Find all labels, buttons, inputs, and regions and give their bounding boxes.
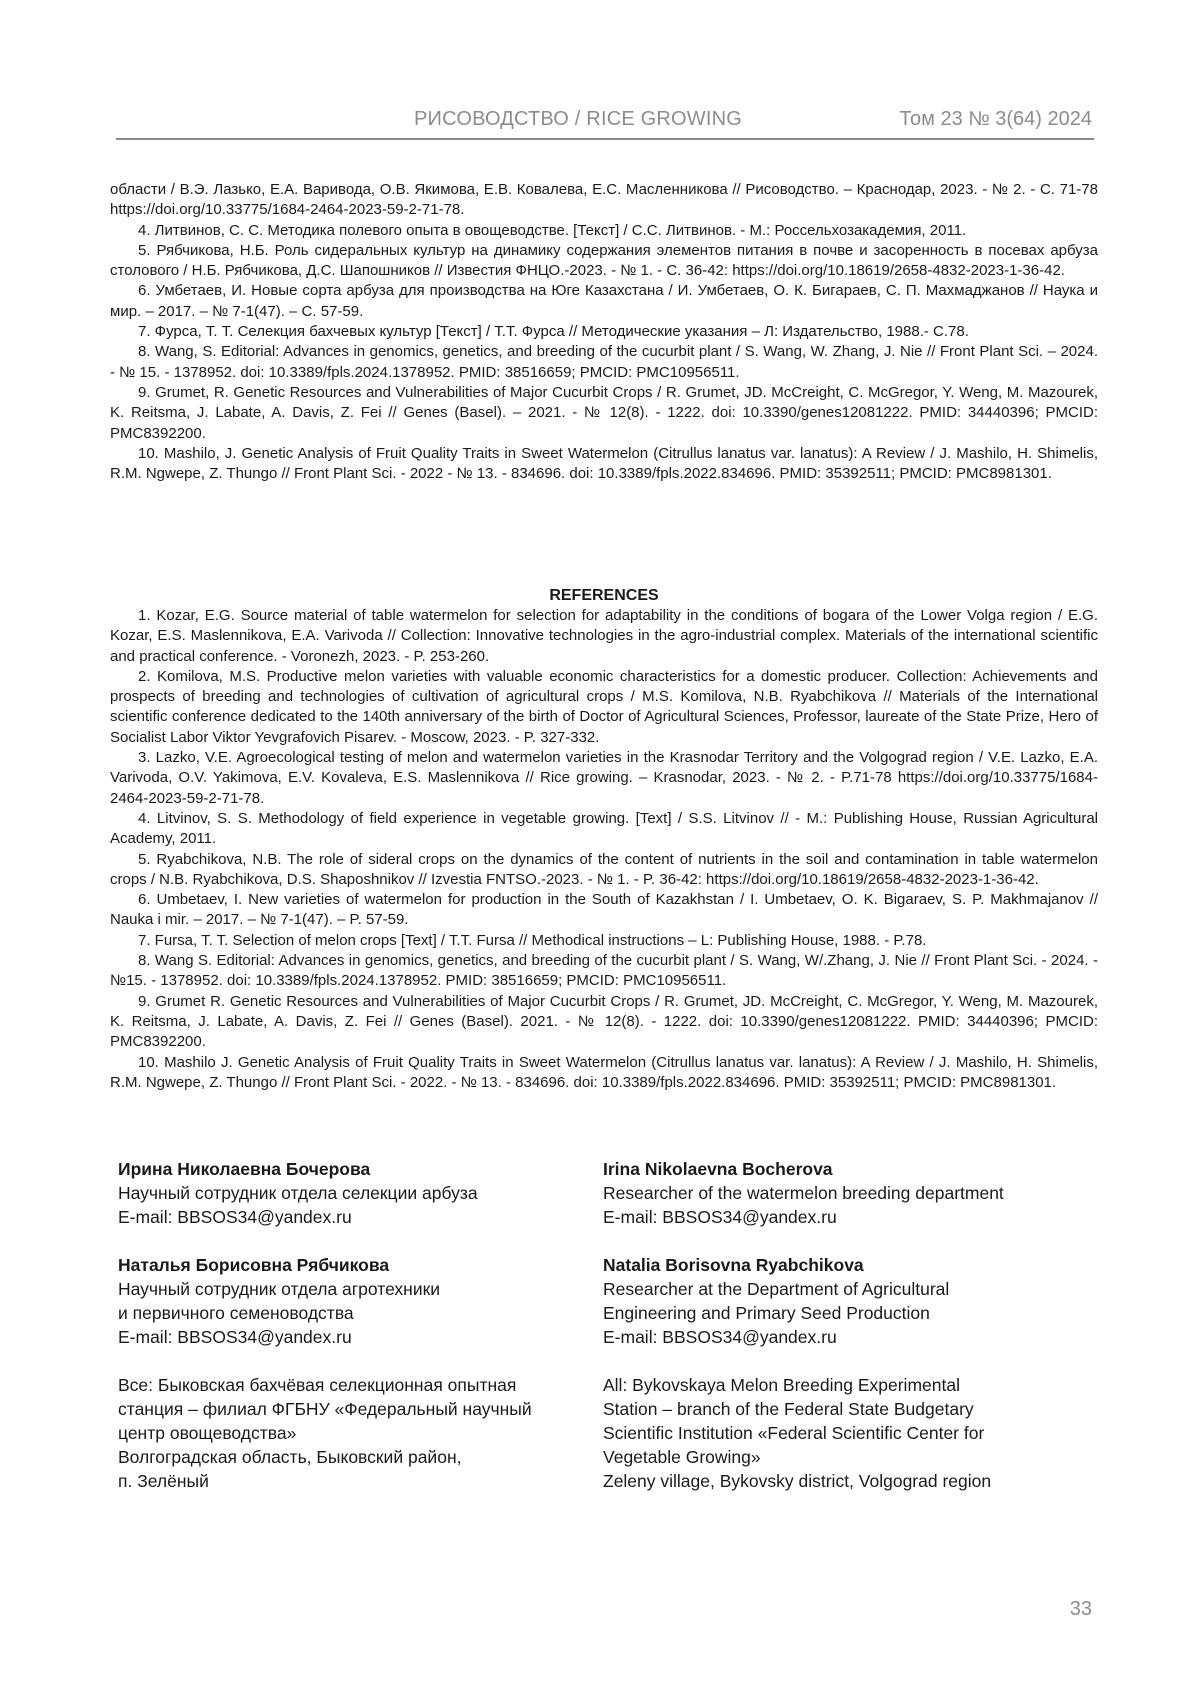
author-name: Natalia Borisovna Ryabchikova [603,1255,864,1275]
author-position: Researcher of the watermelon breeding department [603,1183,1004,1203]
reference-item: 10. Mashilo, J. Genetic Analysis of Fruit Quality Traits in Sweet Watermelon (Citrullus lanatus var. lanatus): A Review / J. Mashilo, H. Shimelis, R.M. Ngwepe, Z. Thungo // Front Plant Sci. - 2022 - № 13. - 834696. doi: 10.3389/fpls.2022.834696. PMID: 35392511; PMCID: PMC8981301. [110,444,1098,483]
author-en [603,1157,1098,1229]
references-heading: REFERENCES [549,587,659,604]
reference-item: 9. Grumet R. Genetic Resources and Vulnerabilities of Major Cucurbit Crops / R. Grumet, JD. McCreight, C. McGregor, Y. Weng, M. Mazourek, K. Reitsma, J. Labate, A. Davis, Z. Fei // Genes (Basel). 2021. - № 12(8). - 1222. doi: 10.3390/genes12081222. PMID: 34440396; PMCID: PMC8392200. [110,992,1098,1051]
affiliation-line: Vegetable Growing» [603,1447,761,1467]
author-email: E-mail: BBSOS34@yandex.ru [118,1207,352,1227]
affiliation-line: Все: Быковская бахчёвая селекционная опытная [118,1375,517,1395]
reference-item: 6. Умбетаев, И. Новые сорта арбуза для производства на Юге Казахстана / И. Умбетаев, О. К. Бигараев, С. П. Махмаджанов // Наука и мир. – 2017. – № 7-1(47). – С. 57-59. [110,282,1098,320]
author-email: E-mail: BBSOS34@yandex.ru [603,1327,837,1347]
author-name: Наталья Борисовна Рябчикова [118,1255,390,1275]
author-name: Irina Nikolaevna Bocherova [603,1159,833,1179]
affiliation-line: Station – branch of the Federal State Budgetary [603,1399,974,1419]
author-en [603,1253,1098,1349]
russian-reference-list [110,180,1098,484]
reference-item: 1. Kozar, E.G. Source material of table watermelon for selection for adaptability in the conditions of bogara of the Lower Volga region / E.G. Kozar, E.S. Maslennikova, E.A. Varivoda // Collection: Innovative technologies in the agro-industrial complex. Materials of the international scientific and practical conference. - Voronezh, 2023. - P. 253-260. [110,607,1098,665]
affiliation-en [603,1373,1098,1493]
affiliation-ru [118,1373,603,1493]
reference-item: 4. Литвинов, С. С. Методика полевого опыта в овощеводстве. [Текст] / С.С. Литвинов. - М.: Россельхозакадемия, 2011. [138,221,967,239]
reference-item: 8. Wang S. Editorial: Advances in genomics, genetics, and breeding of the cucurbit plant / S. Wang, W/.Zhang, J. Nie // Front Plant Sci. - 2024. -№15. - 1378952. doi: 10.3389/fpls.2024.1378952. PMID: 38516659; PMCID: PMC10956511. [110,952,1098,990]
reference-item: 10. Mashilo J. Genetic Analysis of Fruit Quality Traits in Sweet Watermelon (Citrullus lanatus var. lanatus): A Review / J. Mashilo, H. Shimelis, R.M. Ngwepe, Z. Thungo // Front Plant Sci. - 2022. - № 13. - 834696. doi: 10.3389/fpls.2022.834696. PMID: 35392511; PMCID: PMC8981301. [110,1053,1098,1091]
running-header [116,104,1094,140]
reference-item: 2. Komilova, M.S. Productive melon varieties with valuable economic characteristics for a domestic producer. Collection: Achievements and prospects of breeding and technologies of cultivation of agricultural crops / M.S. Komilova, N.B. Ryabchikova // Materials of the International scientific conference dedicated to the 140th anniversary of the birth of Doctor of Agricultural Sciences, Professor, laureate of the State Prize, Hero of Socialist Labor Viktor Yevgrafovich Pisarev. - Moscow, 2023. - P. 327-332. [110,667,1098,746]
author-row [118,1157,1098,1229]
author-email: E-mail: BBSOS34@yandex.ru [603,1207,837,1227]
reference-item: 5. Ryabchikova, N.B. The role of sideral crops on the dynamics of the content of nutrients in the soil and contamination in table watermelon crops / N.B. Ryabchikova, D.S. Shaposhnikov // Izvestia FNTSO.-2023. - № 1. - P. 36-42: https://doi.org/10.18619/2658-4832-2023-1-36-42. [110,850,1098,888]
author-name: Ирина Николаевна Бочерова [118,1159,371,1179]
author-position: Научный сотрудник отдела селекции арбуза [118,1183,478,1203]
reference-item: 8. Wang, S. Editorial: Advances in genomics, genetics, and breeding of the cucurbit plant / S. Wang, W. Zhang, J. Nie // Front Plant Sci. – 2024. - № 15. - 1378952. doi: 10.3389/fpls.2024.1378952. PMID: 38516659; PMCID: PMC10956511. [110,343,1098,381]
author-ru [118,1157,603,1229]
author-information [118,1157,1098,1517]
affiliation-line: станция – филиал ФГБНУ «Федеральный научный [118,1399,532,1419]
reference-item: 7. Фурса, Т. Т. Селекция бахчевых культур [Текст] / Т.Т. Фурса // Методические указания – Л: Издательство, 1988.- С.78. [138,323,969,341]
author-row [118,1253,1098,1349]
english-reference-list [110,586,1098,1093]
affiliation-row [118,1373,1098,1493]
issue-info: Том 23 № 3(64) 2024 [899,108,1092,130]
affiliation-line: All: Bykovskaya Melon Breeding Experimental [603,1375,960,1395]
author-position: и первичного семеноводства [118,1303,354,1323]
reference-item: 5. Рябчикова, Н.Б. Роль сидеральных культур на динамику содержания элементов питания в почве и засоренность в посевах арбуза столового / Н.Б. Рябчикова, Д.С. Шапошников // Известия ФНЦО.-2023. - № 1. - С. 36-42: https://doi.org/10.18619/2658-4832-2023-1-36-42. [110,241,1098,280]
page-number: 33 [1069,1598,1092,1620]
reference-item: 6. Umbetaev, I. New varieties of watermelon for production in the South of Kazakhstan / I. Umbetaev, O. K. Bigaraev, S. P. Makhmajanov // Nauka i mir. – 2017. – № 7-1(47). – P. 57-59. [110,891,1098,929]
affiliation-line: центр овощеводства» [118,1423,297,1443]
reference-item: 7. Fursa, T. T. Selection of melon crops [Text] / T.T. Fursa // Methodical instructions – L: Publishing House, 1988. - P.78. [138,931,927,949]
affiliation-line: Zeleny village, Bykovsky district, Volgograd region [603,1471,992,1491]
author-ru [118,1253,603,1349]
reference-item: 4. Litvinov, S. S. Methodology of field experience in vegetable growing. [Text] / S.S. Litvinov // - M.: Publishing House, Russian Agricultural Academy, 2011. [110,809,1098,848]
author-position: Engineering and Primary Seed Production [603,1303,930,1323]
author-position: Researcher at the Department of Agricultural [603,1279,950,1299]
journal-name: РИСОВОДСТВО / RICE GROWING [414,108,743,130]
reference-item: 9. Grumet, R. Genetic Resources and Vulnerabilities of Major Cucurbit Crops / R. Grumet, JD. McCreight, C. McGregor, Y. Weng, M. Mazourek, K. Reitsma, J. Labate, A. Davis, Z. Fei // Genes (Basel). – 2021. - № 12(8). - 1222. doi: 10.3390/genes12081222. PMID: 34440396; PMCID: PMC8392200. [110,383,1098,442]
reference-item: 3. Lazko, V.E. Agroecological testing of melon and watermelon varieties in the Krasnodar Territory and the Volgograd region / V.E. Lazko, E.A. Varivoda, O.V. Yakimova, E.V. Kovaleva, E.S. Maslennikova // Rice growing. – Krasnodar, 2023. - № 2. - P.71-78 https://doi.org/10.33775/1684-2464-2023-59-2-71-78. [110,749,1098,807]
affiliation-line: Волгоградская область, Быковский район, [118,1447,462,1467]
reference-item: области / В.Э. Лазько, Е.А. Варивода, О.В. Якимова, Е.В. Ковалева, Е.С. Масленникова // Рисоводство. – Краснодар, 2023. - № 2. - С. 71-78 https://doi.org/10.33775/1684-2464-2023-59-2-71-78. [110,181,1098,219]
affiliation-line: п. Зелёный [118,1471,209,1491]
author-position: Научный сотрудник отдела агротехники [118,1279,441,1299]
author-email: E-mail: BBSOS34@yandex.ru [118,1327,352,1347]
affiliation-line: Scientific Institution «Federal Scientific Center for [603,1423,985,1443]
